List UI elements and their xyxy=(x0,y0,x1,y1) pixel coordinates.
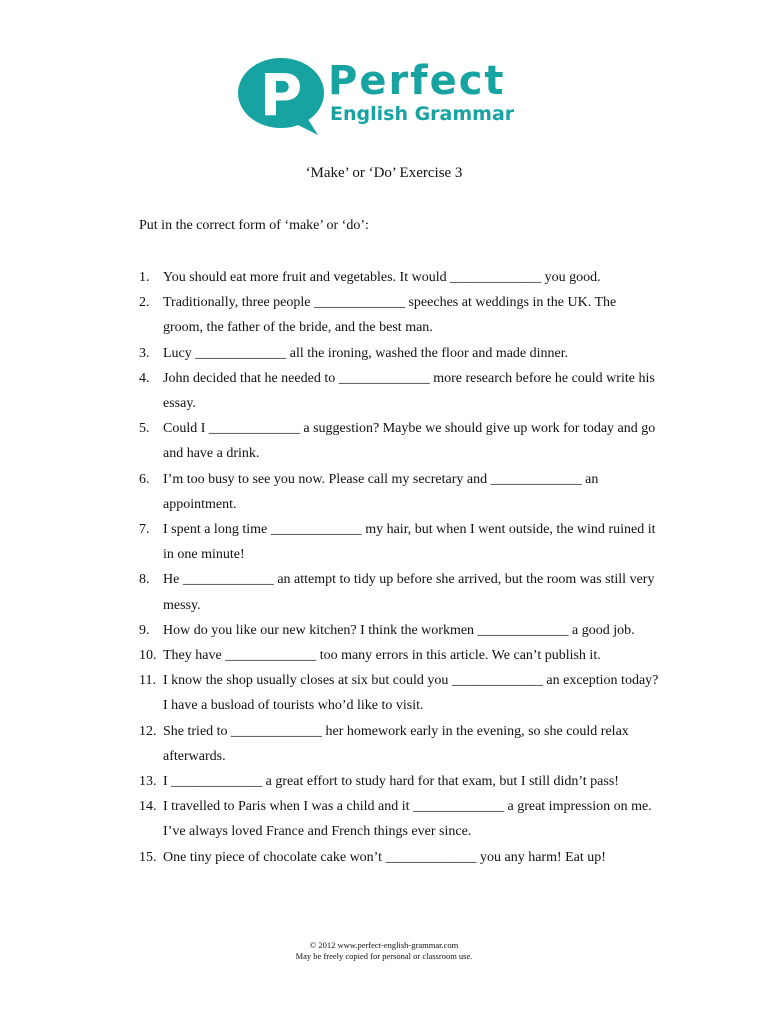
exercise-item xyxy=(139,265,659,290)
exercise-text: How do you like our new kitchen? I think the workmen _____________ a good job. xyxy=(163,622,635,638)
exercise-text: I spent a long time _____________ my hair, but when I went outside, the wind ruined it in one minute! xyxy=(163,522,656,563)
exercise-text: John decided that he needed to _____________ more research before he could write his essay. xyxy=(163,370,655,412)
exercise-number: 3. xyxy=(139,345,150,361)
logo-word-english-grammar: English Grammar xyxy=(330,103,515,125)
exercise-number: 7. xyxy=(139,522,150,538)
exercise-text: Could I _____________ a suggestion? Maybe we should give up work for today and go and have a drink. xyxy=(163,421,656,462)
exercise-text: I know the shop usually closes at six but could you _____________ an exception today? I have a busload of tourists who’d like to visit. xyxy=(163,673,659,714)
exercise-number: 11. xyxy=(139,673,156,689)
logo-letter: P xyxy=(259,61,303,129)
exercise-instructions: Put in the correct form of ‘make’ or ‘do’: xyxy=(139,218,369,233)
exercise-text: Lucy _____________ all the ironing, washed the floor and made dinner. xyxy=(163,345,569,361)
exercise-text: You should eat more fruit and vegetables. It would _____________ you good. xyxy=(163,270,601,285)
footer xyxy=(0,940,768,962)
exercise-text: He _____________ an attempt to tidy up before she arrived, but the room was still very messy. xyxy=(163,572,655,613)
exercise-number: 9. xyxy=(139,622,150,638)
exercise-item xyxy=(139,794,659,844)
exercise-number: 15. xyxy=(139,849,157,865)
exercise-item xyxy=(139,719,659,769)
exercise-number: 10. xyxy=(139,648,157,664)
footer-copyright: © 2012 www.perfect-english-grammar.com xyxy=(309,940,459,950)
exercise-text: They have _____________ too many errors in this article. We can’t publish it. xyxy=(163,648,601,664)
exercise-item xyxy=(139,845,659,870)
exercise-item xyxy=(139,467,659,517)
exercise-item xyxy=(139,416,659,466)
exercise-text: One tiny piece of chocolate cake won’t _____________ you any harm! Eat up! xyxy=(163,849,606,865)
exercise-number: 5. xyxy=(139,421,150,437)
logo-word-perfect: Perfect xyxy=(328,58,506,104)
exercise-number: 8. xyxy=(139,572,150,588)
speech-bubble-icon xyxy=(236,57,336,135)
exercise-text: I _____________ a great effort to study hard for that exam, but I still didn’t pass! xyxy=(163,774,619,790)
exercise-text: She tried to _____________ her homework early in the evening, so she could relax afterwards. xyxy=(163,723,629,764)
exercise-item xyxy=(139,668,659,718)
exercise-item xyxy=(139,567,659,617)
exercise-item xyxy=(139,769,659,794)
footer-license: May be freely copied for personal or classroom use. xyxy=(295,951,473,961)
exercise-item xyxy=(139,643,659,668)
exercise-number: 6. xyxy=(139,471,150,487)
exercise-number: 12. xyxy=(139,723,157,739)
exercise-number: 1. xyxy=(139,270,150,285)
exercise-text: Traditionally, three people _____________ speeches at weddings in the UK. The groom, the father of the bride, and the best man. xyxy=(163,295,617,336)
exercise-text: I travelled to Paris when I was a child and it _____________ a great impression on me. I’ve always loved France and French things ever since. xyxy=(163,799,652,840)
exercise-number: 13. xyxy=(139,774,157,790)
exercise-list xyxy=(139,265,659,870)
exercise-text: I’m too busy to see you now. Please call my secretary and _____________ an appointment. xyxy=(163,471,599,512)
exercise-item xyxy=(139,341,659,366)
exercise-item xyxy=(139,366,659,416)
exercise-item xyxy=(139,517,659,567)
exercise-item xyxy=(139,290,659,340)
exercise-number: 2. xyxy=(139,295,150,311)
page-title: ‘Make’ or ‘Do’ Exercise 3 xyxy=(305,165,463,181)
exercise-number: 14. xyxy=(139,799,157,815)
exercise-item xyxy=(139,618,659,643)
exercise-number: 4. xyxy=(139,370,150,386)
brand-logo xyxy=(236,57,526,135)
